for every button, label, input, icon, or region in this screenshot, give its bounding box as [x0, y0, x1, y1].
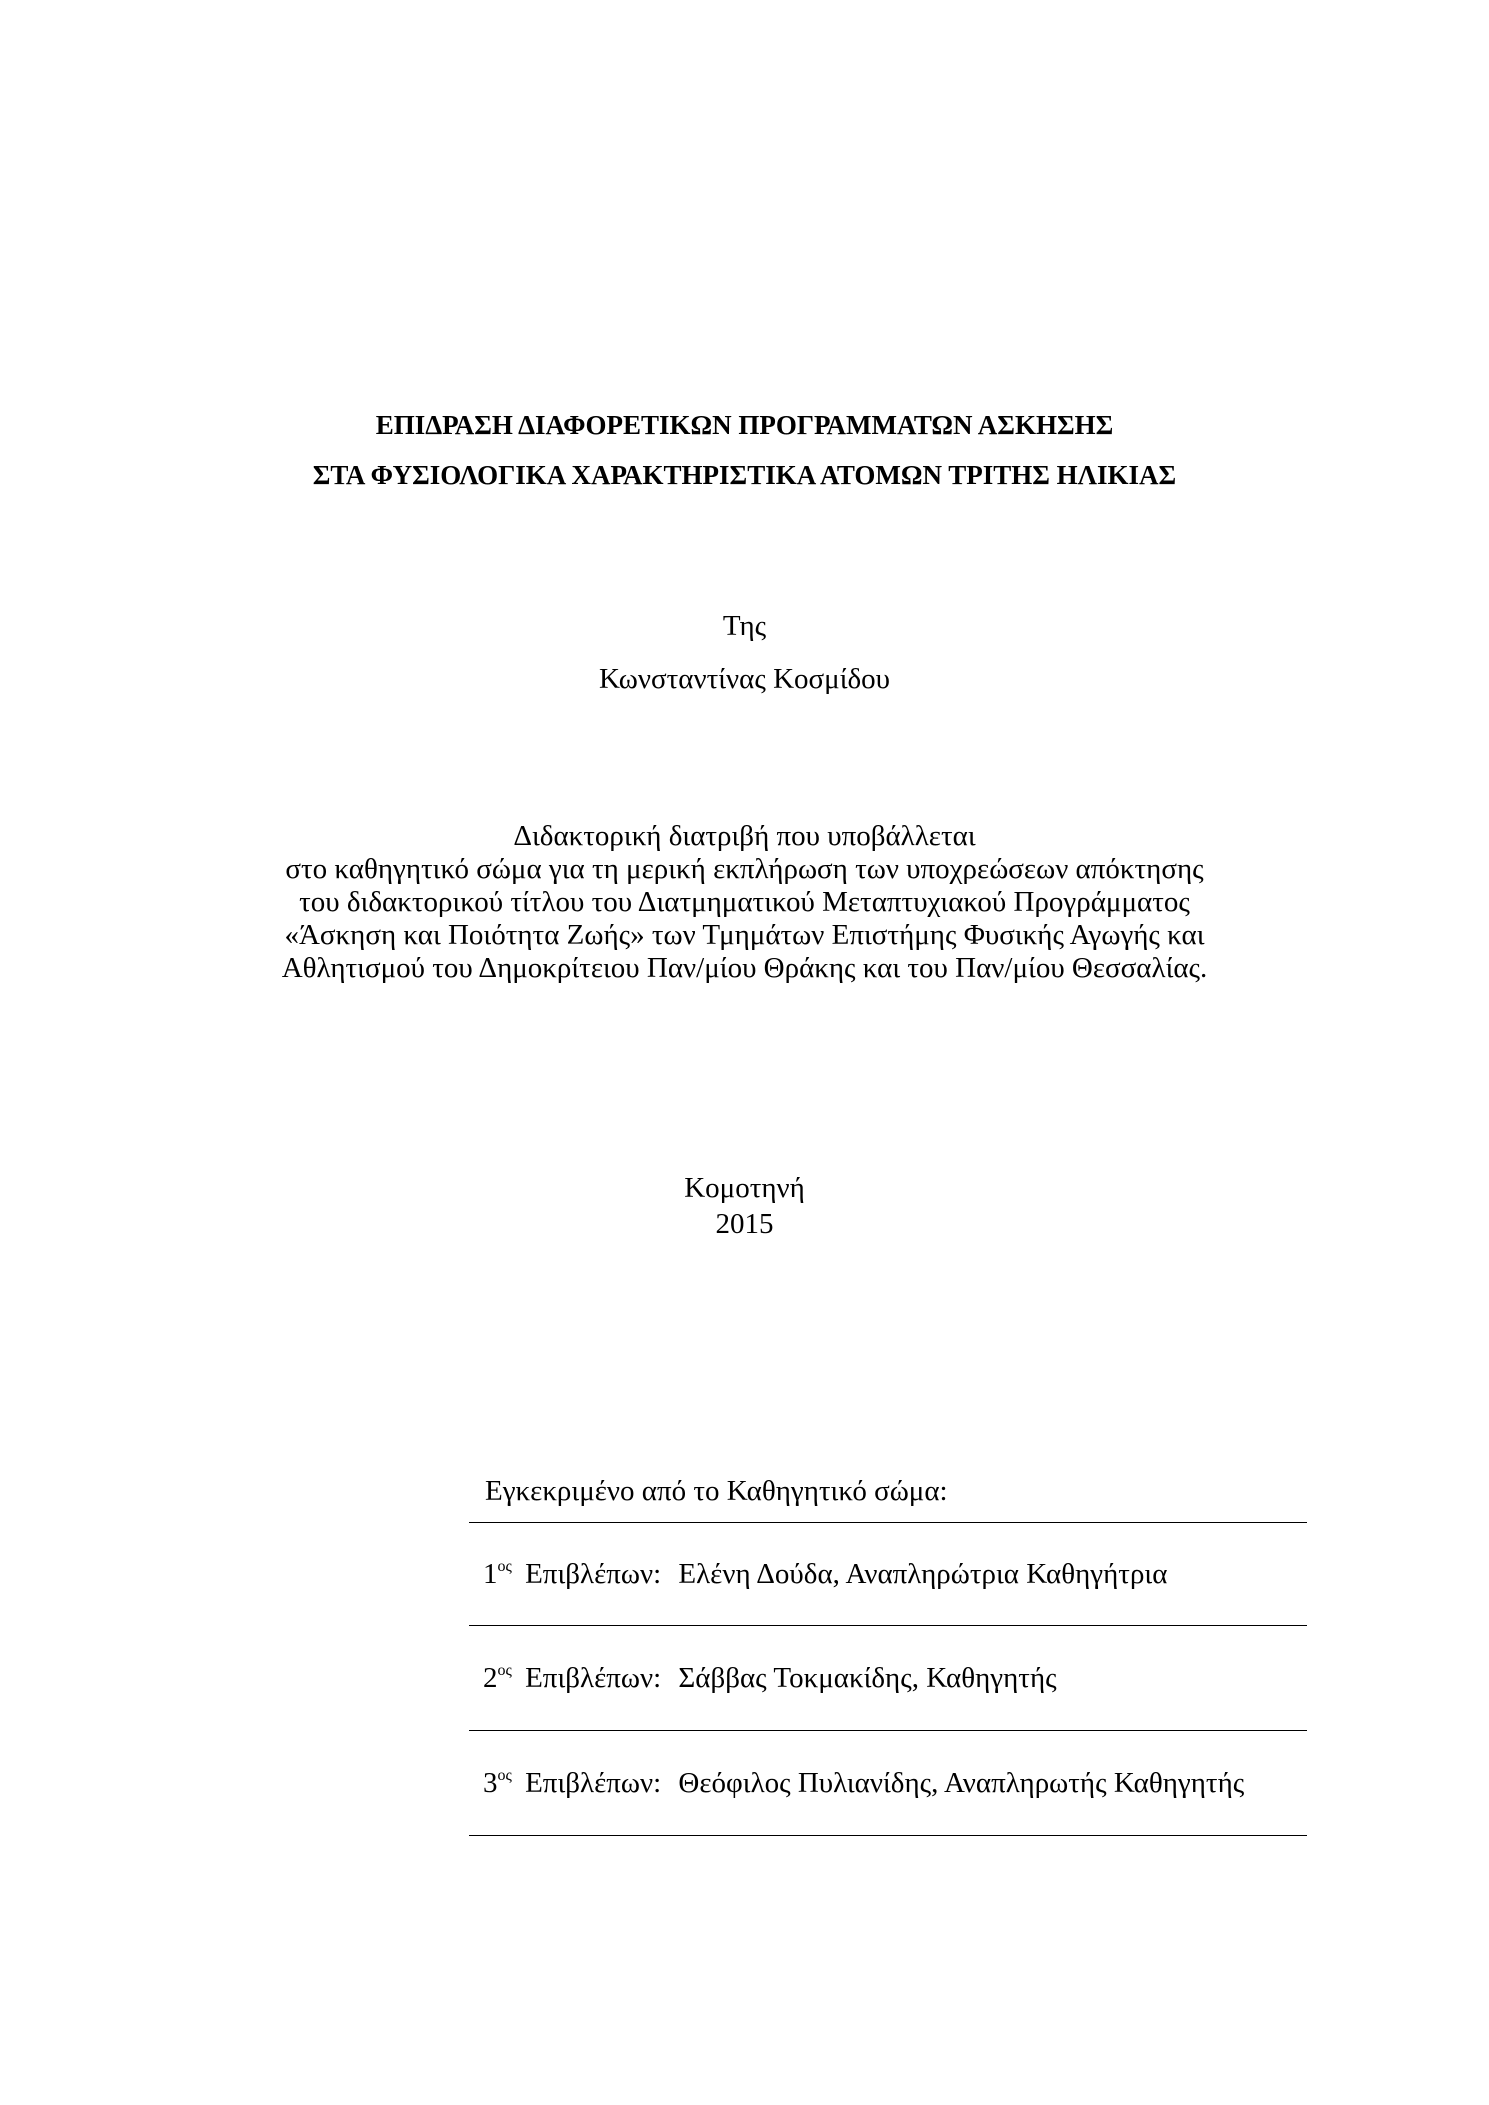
description-line: Αθλητισμού του Δημοκρίτειου Παν/μίου Θράκης και του Παν/μίου Θεσσαλίας.	[281, 952, 1208, 984]
committee-heading: Εγκεκριμένο από το Καθηγητικό σώμα:	[485, 1475, 948, 1507]
supervisor-name: Θεόφιλος Πυλιανίδης, Αναπληρωτής Καθηγητής	[678, 1767, 1245, 1799]
supervisor-role: Επιβλέπων:	[525, 1558, 662, 1590]
description-line: στο καθηγητικό σώμα για τη μερική εκπλήρωση των υποχρεώσεων απόκτησης	[285, 853, 1204, 885]
supervisor-row-1	[469, 1523, 1307, 1625]
supervisor-ordinal: $1^{o\varsigma}$	[483, 1558, 512, 1590]
description-line: «Άσκηση και Ποιότητα Ζωής» των Τμημάτων Επιστήμης Φυσικής Αγωγής και	[284, 919, 1205, 951]
supervisor-role: Επιβλέπων:	[525, 1767, 662, 1799]
approval-committee	[469, 1460, 1307, 1836]
supervisor-name: Σάββας Τοκμακίδης, Καθηγητής	[678, 1662, 1057, 1694]
thesis-title-line-1: ΕΠΙΔΡΑΣΗ ΔΙΑΦΟΡΕΤΙΚΩΝ ΠΡΟΓΡΑΜΜΑΤΩΝ ΑΣΚΗΣΗΣ	[375, 410, 1114, 440]
place-year: 2015	[715, 1208, 774, 1240]
thesis-title-line-2: ΣΤΑ ΦΥΣΙΟΛΟΓΙΚΑ ΧΑΡΑΚΤΗΡΙΣΤΙΚΑ ΑΤΟΜΩΝ ΤΡΙΤΗΣ ΗΛΙΚΙΑΣ	[312, 460, 1177, 490]
supervisor-role: Επιβλέπων:	[525, 1662, 662, 1694]
supervisor-name: Ελένη Δούδα, Αναπληρώτρια Καθηγήτρια	[678, 1558, 1168, 1590]
thesis-description	[0, 820, 1489, 985]
place-city: Κομοτηνή	[684, 1172, 805, 1204]
supervisor-ordinal: $3^{o\varsigma}$	[483, 1767, 512, 1799]
description-line: του διδακτορικού τίτλου του Διατμηματικού Μεταπτυχιακού Προγράμματος	[299, 886, 1190, 918]
description-line: Διδακτορική διατριβή που υποβάλλεται	[513, 820, 976, 852]
supervisor-row-3	[469, 1731, 1307, 1835]
author-name: Κωνσταντίνας Κοσμίδου	[598, 663, 891, 695]
author-block	[0, 600, 1489, 706]
divider-line	[469, 1835, 1307, 1836]
supervisor-row-2	[469, 1626, 1307, 1730]
author-prefix: Της	[722, 610, 767, 642]
supervisor-ordinal: $2^{o\varsigma}$	[483, 1662, 512, 1694]
thesis-title	[0, 400, 1489, 500]
place-and-year	[0, 1170, 1489, 1242]
